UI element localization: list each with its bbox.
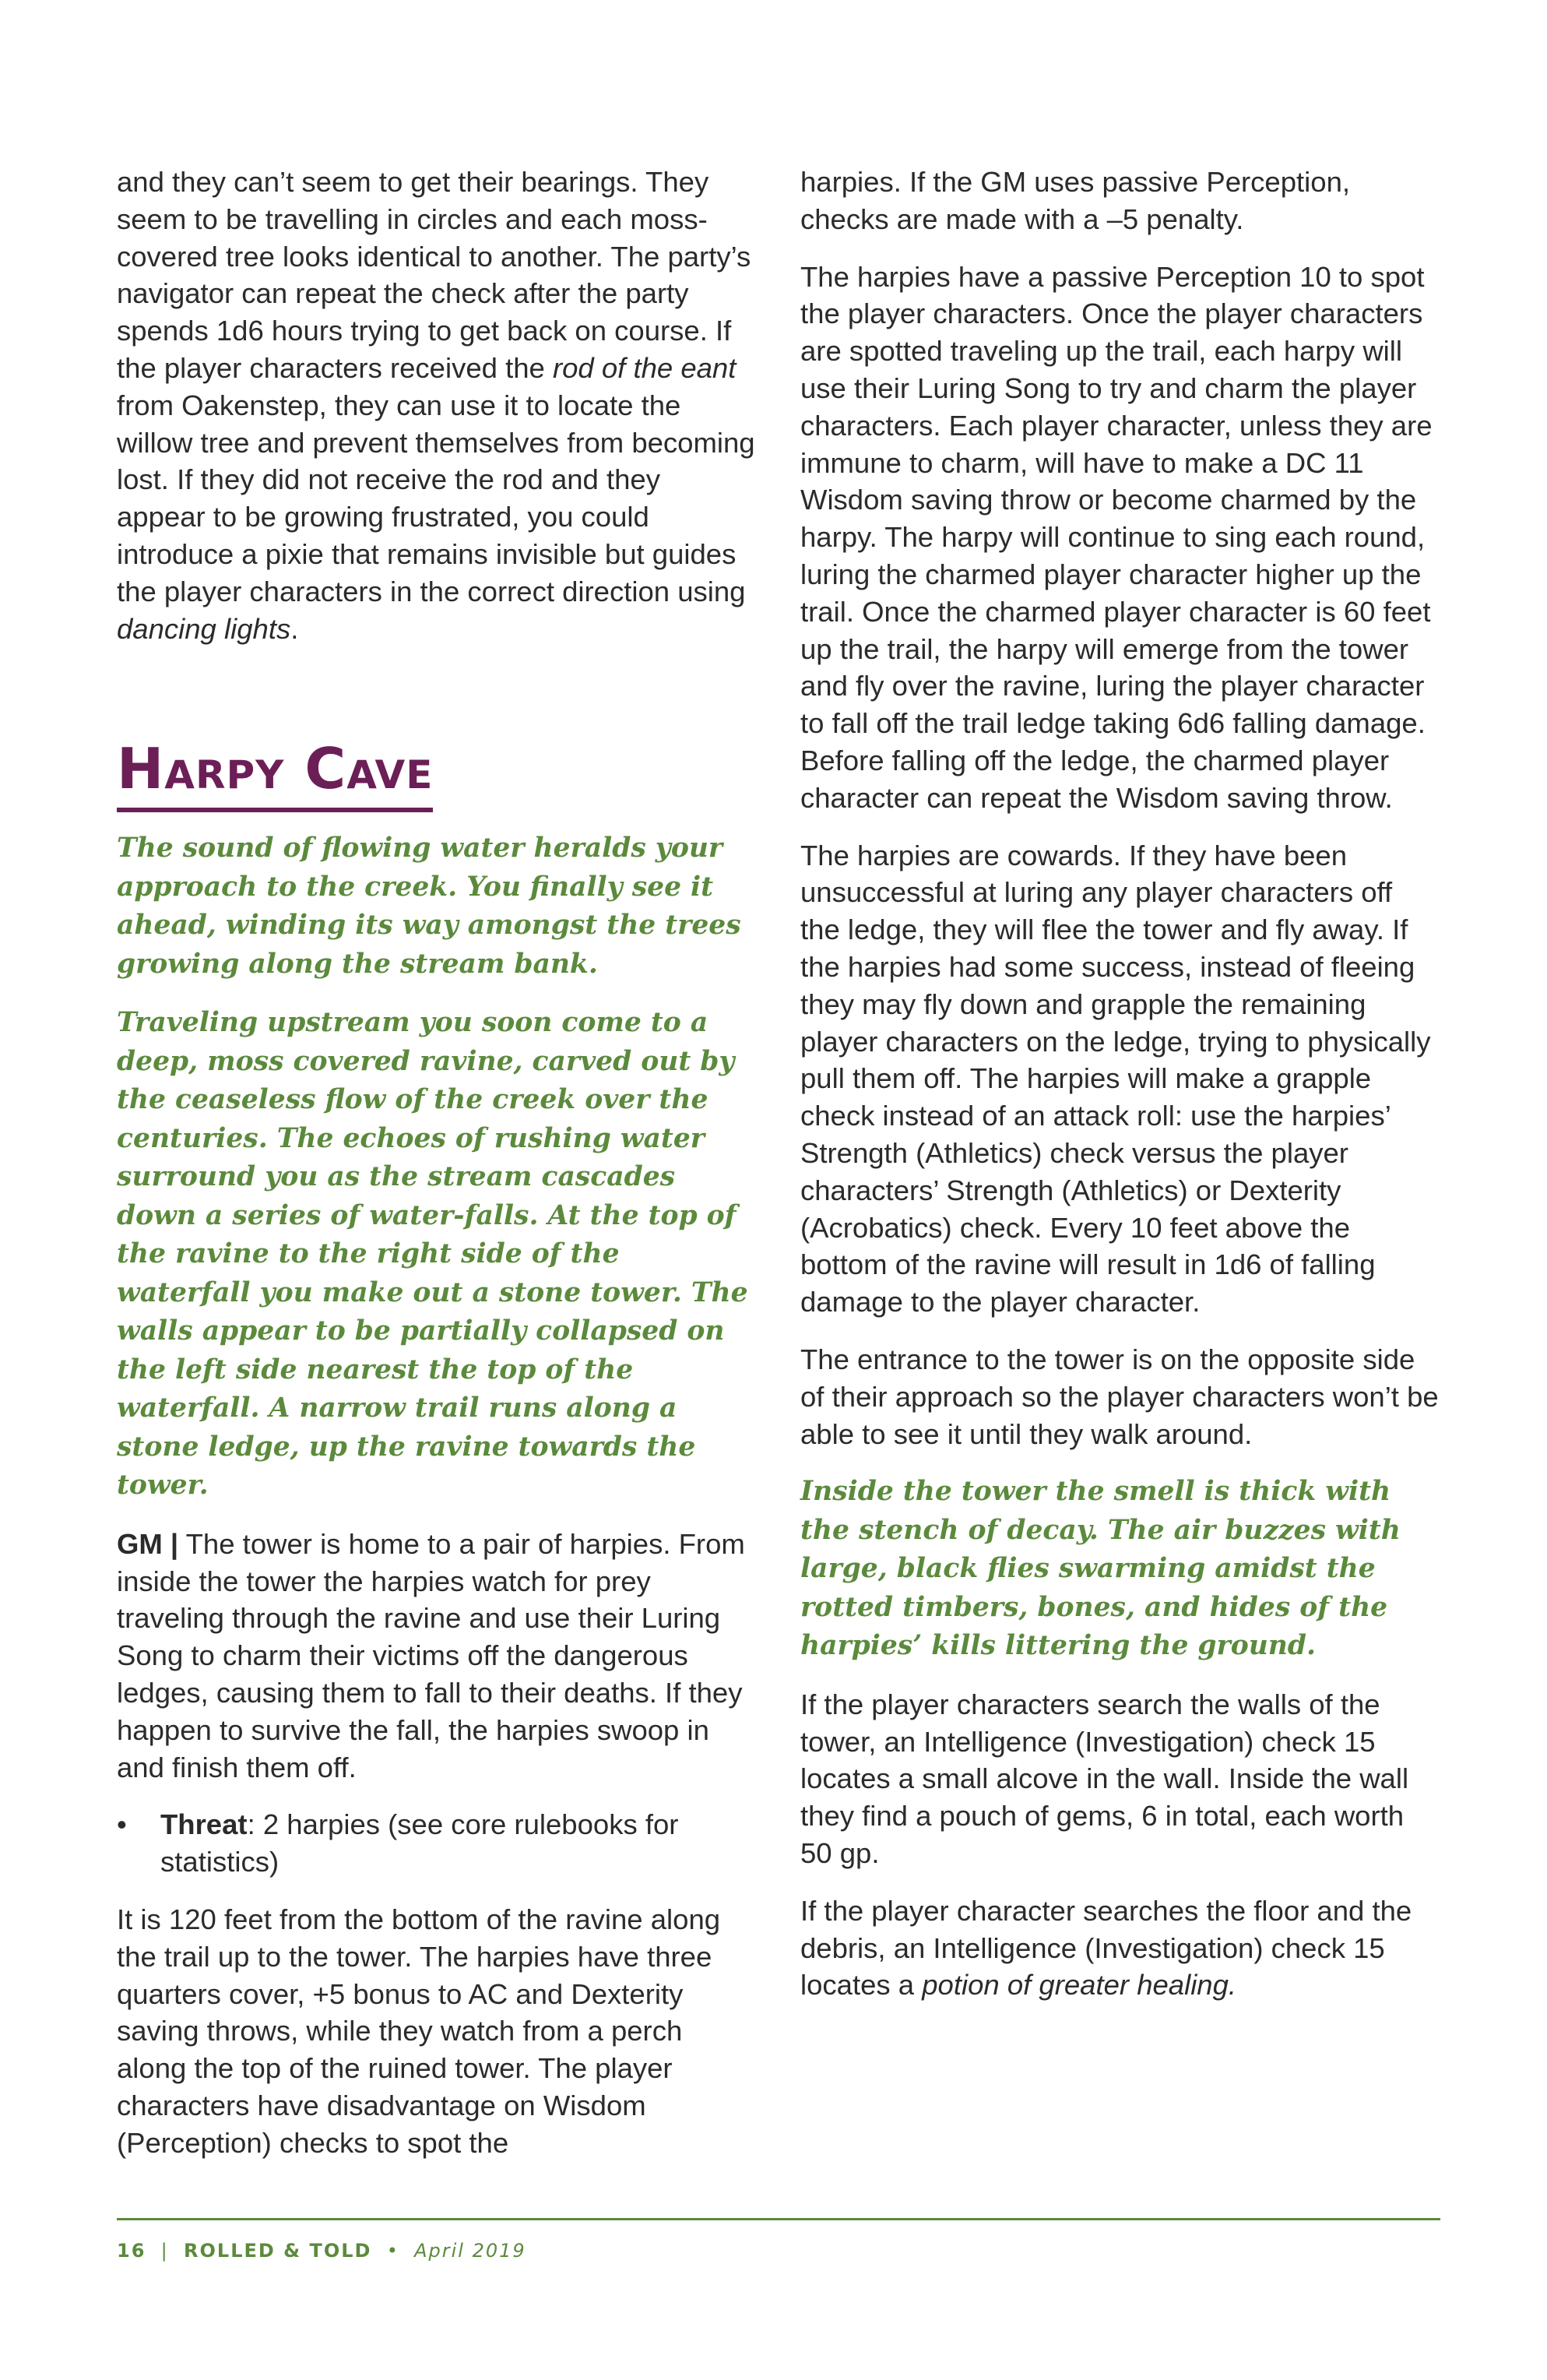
bullet-icon: • — [371, 2240, 415, 2262]
paragraph: The harpies have a passive Perception 10 to spot the player characters. Once the player characters are spotted traveling up the trail, each harpy will use their Luring Song to try and charm the player characters. Each player character, unless they are immune to charm, will have to make a DC 11 Wisdom saving throw or become charmed by the harpy. The harpy will continue to sing each round, luring the charmed player character higher up the trail. Once the charmed player character is 60 feet up the trail, the harpy will emerge from the tower and fly over the ravine, luring the player character to fall off the trail ledge taking 6d6 falling damage. Before falling off the ledge, the charmed player character can repeat the Wisdom saving throw. — [800, 260, 1433, 814]
left-column — [117, 164, 755, 2182]
paragraph: It is 120 feet from the bottom of the ravine along the trail up to the tower. The harpies have three quarters cover, +5 bonus to AC and Dexterity saving throws, while they watch from a perch along the top of the ruined tower. The player characters have disadvantage on Wisdom (Perception) checks to spot the — [117, 1903, 721, 2159]
page-number: 16 — [117, 2240, 146, 2262]
paragraph: harpies. If the GM uses passive Perception, checks are made with a –5 penalty. — [800, 166, 1351, 235]
read-aloud-text: Inside the tower the smell is thick with the stench of decay. The air buzzes with large, black flies swarming amidst the rotted timbers, bones, and hides of the harpies’ kills littering the ground. — [800, 1476, 1401, 1662]
spell-name: dancing lights — [117, 612, 291, 645]
paragraph: The harpies are cowards. If they have been unsuccessful at luring any player characters off the ledge, they will flee the tower and fly away. If the harpies had some success, instead of fleeing they may fly down and grapple the remaining player characters on the ledge, trying to physically pull them off. The harpies will make a grapple check instead of an attack roll: use the harpies’ Strength (Athletics) check versus the player characters’ Strength (Athletics) or Dexterity (Acrobatics) check. Every 10 feet above the bottom of the ravine will result in 1d6 of falling damage to the player character. — [800, 839, 1431, 1319]
item-name: potion of greater healing. — [922, 1969, 1237, 2002]
paragraph: The entrance to the tower is on the opposite side of their approach so the player characters won’t be able to see it until they walk around. — [800, 1343, 1439, 1450]
paragraph: If the player character searches the floor and the debris, an Intelligence (Investigation) check 15 locates a potion of greater healing. — [800, 1894, 1412, 2002]
read-aloud-text: The sound of flowing water heralds your approach to the creek. You finally see it ahead, winding its way amongst the trees growing along the stream bank. — [117, 833, 741, 980]
right-column — [800, 164, 1439, 2024]
issue-date: April 2019 — [414, 2240, 526, 2262]
paragraph: and they can’t seem to get their bearings. They seem to be travelling in circles and each moss-covered tree looks identical to another. The party’s navigator can repeat the check after the party spends 1d6 hours trying to get back on course. If the player characters received the rod of the eant from Oakenstep, they can use it to locate the willow tree and prevent themselves from becoming lost. If they did not receive the rod and they appear to be growing frustrated, you could introduce a pixie that remains invisible but guides the player characters in the correct direction using dancing lights. — [117, 166, 755, 645]
read-aloud-text: Traveling upstream you soon come to a deep, moss covered ravine, carved out by the ceaseless flow of the creek over the centuries. The echoes of rushing water surround you as the stream cascades down a series of water-falls. At the top of the ravine to the right side of the waterfall you make out a stone tower. The walls appear to be partially collapsed on the left side nearest the top of the waterfall. A narrow trail runs along a stone ledge, up the ravine towards the tower. — [117, 1007, 748, 1502]
footer-divider — [117, 2218, 1440, 2220]
footer: 16 | ROLLED & TOLD • April 2019 — [117, 2240, 526, 2262]
gm-label: GM | — [117, 1527, 179, 1560]
section-heading: Harpy Cave — [117, 734, 433, 812]
item-name: rod of the eant — [552, 351, 737, 384]
bullet-icon: • — [117, 1808, 127, 1841]
magazine-title: ROLLED & TOLD — [184, 2240, 372, 2262]
section-heading-wrap — [117, 734, 755, 812]
bullet-key: Threat — [160, 1808, 248, 1841]
paragraph: If the player characters search the walls of the tower, an Intelligence (Investigation) check 15 locates a small alcove in the wall. Inside the wall they find a pouch of gems, 6 in total, each worth 50 gp. — [800, 1688, 1409, 1869]
gm-note: GM | The tower is home to a pair of harpies. From inside the tower the harpies watch for prey traveling through the ravine and use their Luring Song to charm their victims off the dangerous ledges, causing them to fall to their deaths. If they happen to survive the fall, the harpies swoop in and finish them off. — [117, 1527, 745, 1783]
threat-bullet: • Threat: 2 harpies (see core rulebooks for statistics) — [117, 1806, 755, 1881]
